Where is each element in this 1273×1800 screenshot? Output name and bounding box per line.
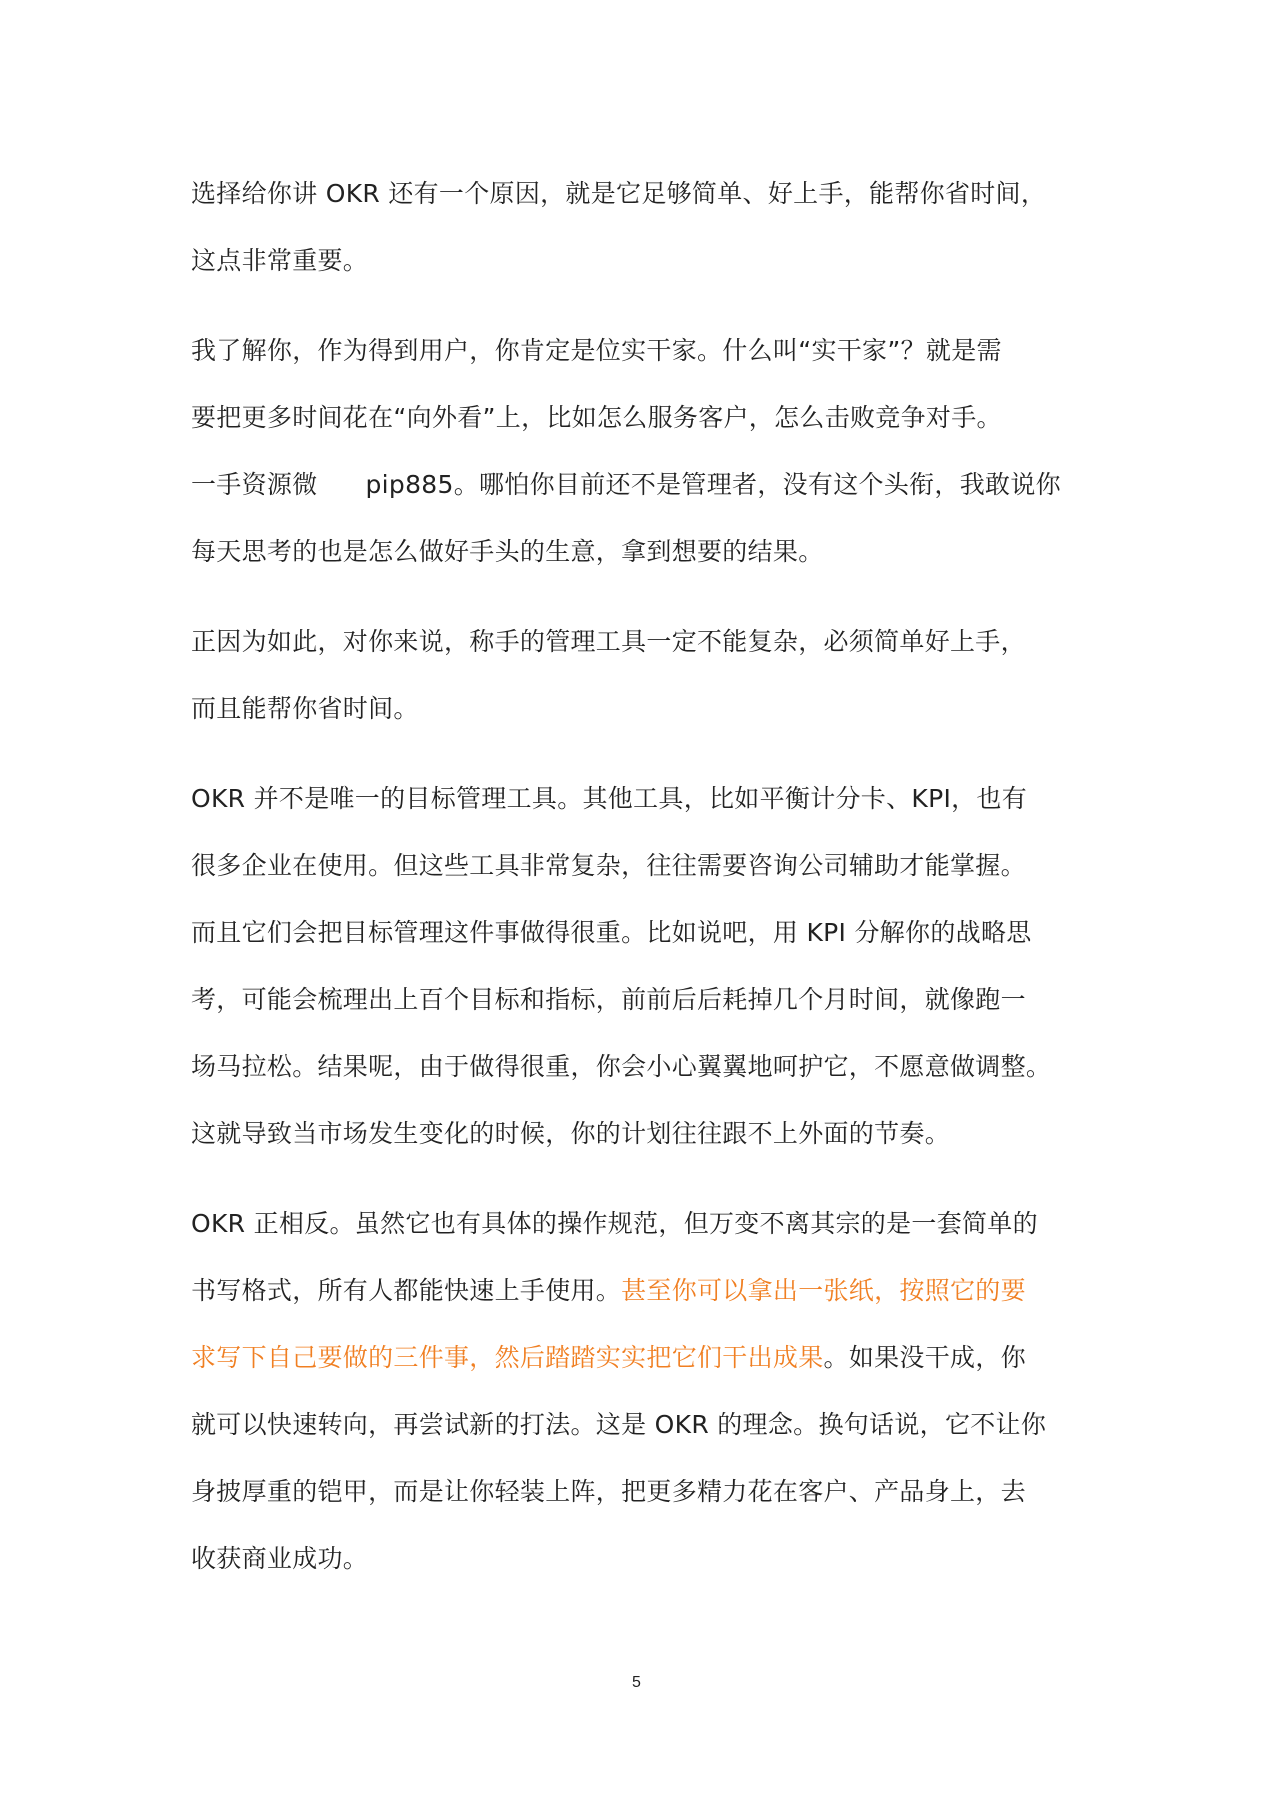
body-text [191, 160, 1091, 1615]
paragraph-2 [191, 317, 1091, 585]
text-line: 收获商业成功。 [191, 1544, 369, 1573]
text-line [191, 1257, 1091, 1324]
text-line: 而且能帮你省时间。 [191, 694, 419, 723]
text-segment: 书写格式，所有人都能快速上手使用。 [191, 1276, 622, 1305]
text-line: 考，可能会梳理出上百个目标和指标，前前后后耗掉几个月时间，就像跑一 [191, 985, 1026, 1014]
text-line: 身披厚重的铠甲，而是让你轻装上阵，把更多精力花在客户、产品身上，去 [191, 1477, 1026, 1506]
text-line: 很多企业在使用。但这些工具非常复杂，往往需要咨询公司辅助才能掌握。 [191, 851, 1026, 880]
highlighted-text: 求写下自己要做的三件事，然后踏踏实实把它们干出成果 [191, 1343, 824, 1372]
highlighted-text: 甚至你可以拿出一张纸，按照它的要 [621, 1276, 1026, 1305]
text-line [191, 1324, 1091, 1391]
text-line: OKR 正相反。虽然它也有具体的操作规范，但万变不离其宗的是一套简单的 [191, 1209, 1038, 1238]
text-line: 就可以快速转向，再尝试新的打法。这是 OKR 的理念。换句话说，它不让你 [191, 1410, 1047, 1439]
text-line: 而且它们会把目标管理这件事做得很重。比如说吧，用 KPI 分解你的战略思 [191, 918, 1032, 947]
text-line: 场马拉松。结果呢，由于做得很重，你会小心翼翼地呵护它，不愿意做调整。 [191, 1052, 1052, 1081]
text-line: 每天思考的也是怎么做好手头的生意，拿到想要的结果。 [191, 537, 824, 566]
text-line: OKR 并不是唯一的目标管理工具。其他工具，比如平衡计分卡、KPI，也有 [191, 784, 1028, 813]
text-line: 这点非常重要。 [191, 246, 369, 275]
text-line: 要把更多时间花在“向外看”上，比如怎么服务客户，怎么击败竞争对手。 [191, 403, 1002, 432]
text-line [191, 451, 1091, 518]
text-line: 选择给你讲 OKR 还有一个原因，就是它足够简单、好上手，能帮你省时间， [191, 179, 1047, 208]
text-segment: 一手资源微 [191, 470, 318, 499]
paragraph-5 [191, 1190, 1091, 1592]
text-segment: pip885。哪怕你目前还不是管理者，没有这个头衔，我敢说你 [365, 470, 1061, 499]
text-segment: 。如果没干成，你 [823, 1343, 1026, 1372]
paragraph-4 [191, 765, 1091, 1167]
text-line: 我了解你，作为得到用户，你肯定是位实干家。什么叫“实干家”？就是需 [191, 336, 1002, 365]
paragraph-1 [191, 160, 1091, 294]
text-line: 正因为如此，对你来说，称手的管理工具一定不能复杂，必须简单好上手， [191, 627, 1026, 656]
text-line: 这就导致当市场发生变化的时候，你的计划往往跟不上外面的节奏。 [191, 1119, 951, 1148]
paragraph-3 [191, 608, 1091, 742]
page-number: 5 [632, 1674, 641, 1691]
